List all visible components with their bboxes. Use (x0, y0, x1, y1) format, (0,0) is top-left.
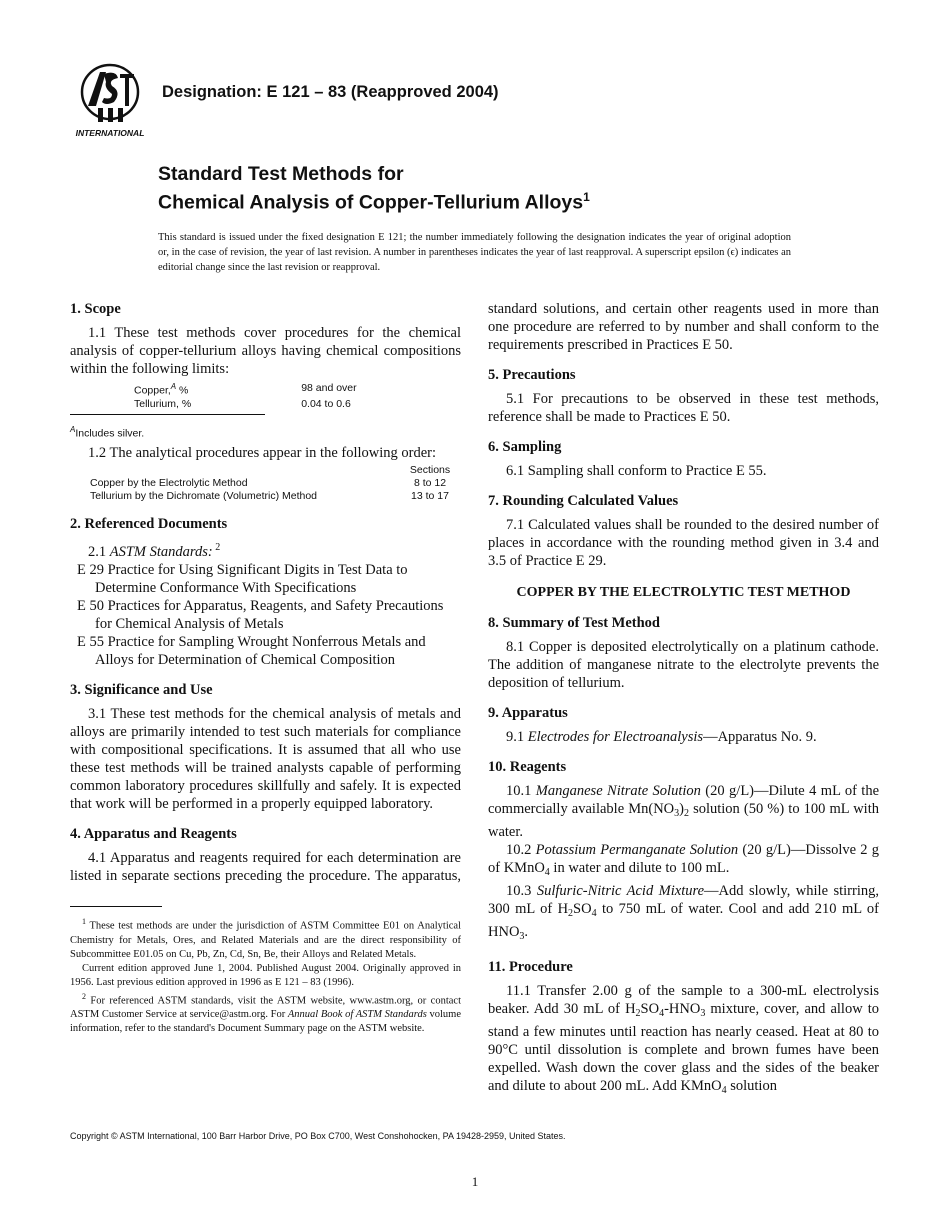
table-row: Copper,$^A$ % 98 and over (134, 382, 357, 397)
page-number: 1 (471, 1174, 479, 1189)
table-footnote: $^A$Includes silver. (70, 424, 145, 439)
section-heading-reagents: 10. Reagents (488, 759, 567, 775)
section-heading-referenced-documents: 2. Referenced Documents (70, 516, 228, 532)
table-row: Copper by the Electrolytic Method 8 to 12 (90, 477, 447, 489)
left-column (70, 300, 461, 885)
paragraph-10-1: 10.1 Manganese Nitrate Solution (20 g/L)—Dilute 4 mL of the commercially available $Mn(NO_3)_2$ solution (50 %) to 100 mL with water. (488, 783, 880, 840)
section-heading-procedure: 11. Procedure (488, 959, 573, 975)
paragraph-11-1: 11.1 Transfer 2.00 g of the sample to a 300-mL electrolysis beaker. Add 30 mL of $H_2SO_4-HNO_3$ mixture, cover, and allow to stand a few minutes until reaction has nearly ceased. Heat at 80 to 90°C until dissolution is complete and brown fumes have been expelled. Wash down the cover glass and the sides of the beaker and dilute to about 200 mL. Add KMnO$_4$ solution (488, 983, 880, 1096)
sections-header: Sections (409, 464, 451, 476)
section-heading-summary: 8. Summary of Test Method (488, 615, 660, 631)
right-column (488, 300, 879, 1100)
paragraph-7-1: 7.1 Calculated values shall be rounded to the desired number of places in accordance with the rounding method given in 3.4 and 3.5 of Practice E 29. (488, 517, 879, 569)
reference-e55: E 55 Practice for Sampling Wrought Nonferrous Metals and Alloys for Determination of Chemical Composition (77, 633, 426, 668)
table-rule (70, 414, 265, 415)
section-heading-significance: 3. Significance and Use (70, 681, 213, 698)
section-heading-rounding: 7. Rounding Calculated Values (488, 493, 679, 509)
issuance-note: This standard is issued under the fixed designation E 121; the number immediately following the designation indicates the year of original adoption or, in the case of revision, the year of last revision. A number in parentheses indicates the year of last reapproval. A superscript epsilon (ϵ) indicates an editorial change since the last revision or reapproval. (158, 232, 791, 273)
paragraph-4-1: 4.1 Apparatus and reagents required for each determination are listed in separate sections preceding the procedure. The apparatus, (70, 849, 461, 884)
section-heading-scope: 1. Scope (70, 301, 121, 317)
astm-logo (68, 62, 152, 140)
section-heading-apparatus: 9. Apparatus (488, 705, 568, 721)
copyright-notice: Copyright © ASTM International, 100 Barr Harbor Drive, PO Box C700, West Conshohocken, PA 19428-2959, United States. (70, 1131, 566, 1141)
footnote-1-edition: Current edition approved June 1, 2004. Published August 2004. Originally approved in 1956. Last previous edition approved in 1996 as E 121 – 83 (1996). (70, 962, 461, 988)
footnote-rule (70, 906, 162, 907)
section-heading-sampling: 6. Sampling (488, 439, 562, 455)
title-footnote-mark: 1 (583, 190, 590, 204)
astm-logo-icon (68, 62, 152, 140)
procedure-order-table (90, 464, 460, 503)
paragraph-6-1: 6.1 Sampling shall conform to Practice E 55. (506, 463, 767, 479)
reference-e50: E 50 Practices for Apparatus, Reagents, and Safety Precautions for Chemical Analysis of Metals (77, 597, 444, 632)
document-title (158, 163, 590, 215)
title-line-1: Standard Test Methods for (158, 163, 404, 185)
table-row: Tellurium, % 0.04 to 0.6 (134, 397, 351, 410)
paragraph-1-1: 1.1 These test methods cover procedures for the chemical analysis of copper-tellurium alloys having chemical compositions within the following limits: (70, 325, 461, 377)
logo-text: INTERNATIONAL (75, 128, 145, 138)
table-row: Tellurium by the Dichromate (Volumetric) Method 13 to 17 (90, 490, 449, 502)
section-heading-apparatus-reagents: 4. Apparatus and Reagents (70, 825, 237, 842)
paragraph-10-3: 10.3 Sulfuric-Nitric Acid Mixture—Add slowly, while stirring, 300 mL of $H_2SO_4$ to 750 mL of water. Cool and add 210 mL of $HNO_3$. (488, 883, 879, 942)
paragraph-10-2: 10.2 Potassium Permanganate Solution (20 g/L)—Dissolve 2 g of KMnO$_4$ in water and dilute to 100 mL. (488, 842, 880, 878)
paragraph-8-1: 8.1 Copper is deposited electrolytically on a platinum cathode. The addition of manganese nitrate to the electrolyte prevents the deposition of tellurium. (488, 639, 879, 691)
title-line-2: Chemical Analysis of Copper-Tellurium Alloys$^1$ (158, 190, 590, 214)
reference-e29: E 29 Practice for Using Significant Digits in Test Data to Determine Conformance With Specifications (77, 561, 408, 596)
paragraph-5-1: 5.1 For precautions to be observed in these test methods, reference shall be made to Practices E 50. (488, 391, 879, 425)
limits-table (134, 380, 357, 411)
paragraph-9-1: 9.1 Electrodes for Electroanalysis—Apparatus No. 9. (506, 729, 817, 745)
designation: Designation: E 121 – 83 (Reapproved 2004) (162, 83, 499, 101)
footnote-2: $^2$ For referenced ASTM standards, visit the ASTM website, www.astm.org, or contact ASTM Customer Service at service@astm.org. For Annual Book of ASTM Standards volume information, refer to the standard's Document Summary page on the ASTM website. (70, 991, 461, 1034)
section-heading-precautions: 5. Precautions (488, 367, 576, 383)
paragraph-3-1: 3.1 These test methods for the chemical analysis of metals and alloys are primarily intended to test such materials for compliance with compositional specifications. It is assumed that all who use these test methods will be trained analysts capable of performing common laboratory procedures skillfully and safely. It is expected that work will be performed in a properly equipped laboratory. (70, 705, 461, 812)
footnotes (70, 915, 461, 1036)
footnote-1: $^1$ These test methods are under the jurisdiction of ASTM Committee E01 on Analytical Chemistry for Metals, Ores, and Related Materials and are the direct responsibility of Subcommittee E01.05 on Cu, Pb, Zn, Cd, Sn, Be, their Alloys and Related Metals. (70, 917, 461, 960)
paragraph-1-2: 1.2 The analytical procedures appear in the following order: (88, 445, 437, 461)
paragraph-2-1: 2.1 ASTM Standards: $^2$ (88, 542, 221, 560)
paragraph-4-1-continued: standard solutions, and certain other reagents used in more than one procedure are referred to by number and shall conform to the requirements prescribed in Practices E 50. (488, 301, 879, 353)
method-heading: COPPER BY THE ELECTROLYTIC TEST METHOD (516, 585, 851, 600)
